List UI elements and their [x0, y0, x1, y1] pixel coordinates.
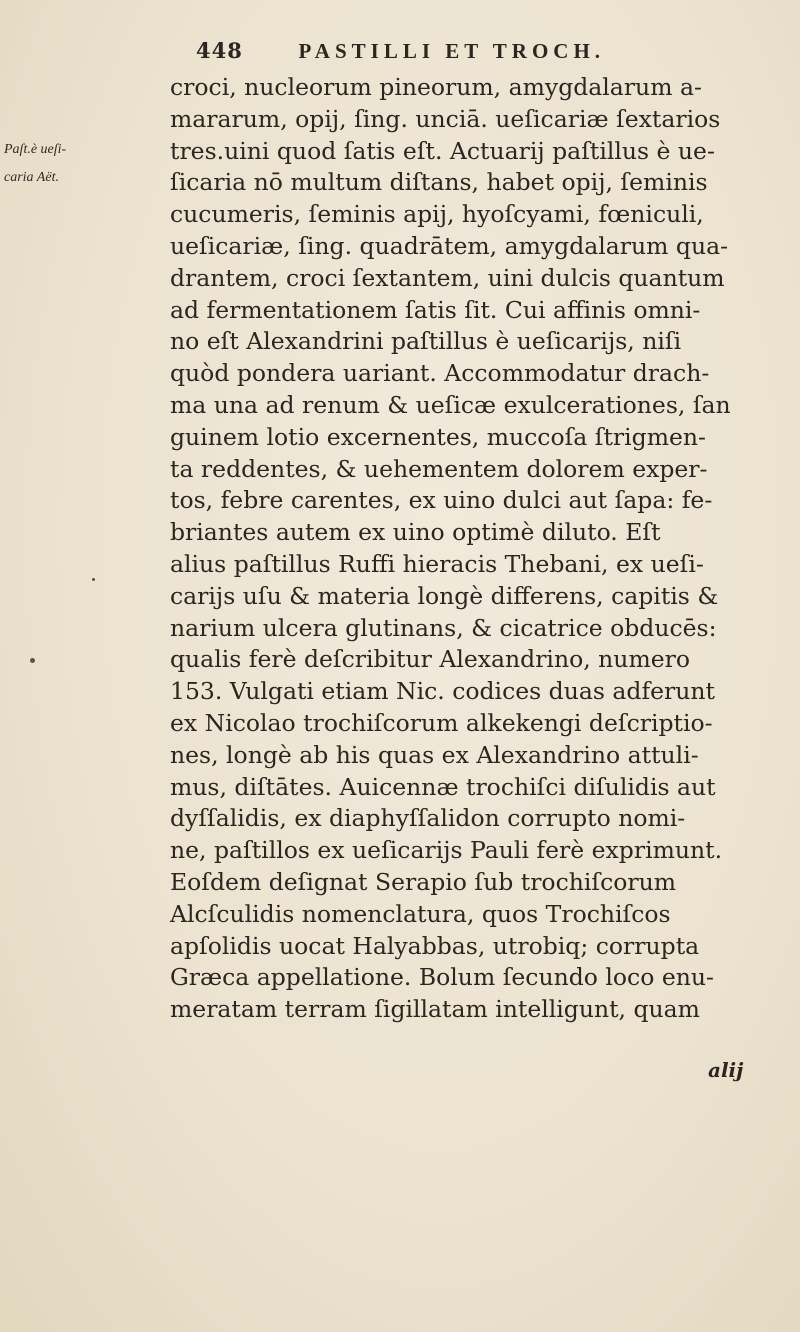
running-head-title: PASTILLI ET TROCH.: [298, 39, 606, 63]
page-number: 448: [196, 38, 243, 63]
text-line: guinem lotio excernentes, muccoſa ſtrigmen-: [170, 422, 706, 451]
text-line: Græca appellatione. Bolum ſecundo loco enu-: [170, 963, 714, 992]
text-line: ad fermentationem ſatis ſit. Cui affinis omni-: [170, 295, 701, 324]
margin-note-line: caria Aët.: [4, 170, 59, 185]
margin-note: [4, 136, 124, 192]
text-line: qualis ferè deſcribitur Alexandrino, numero: [170, 645, 691, 674]
body-text: [170, 72, 770, 1026]
text-line: croci, nucleorum pineorum, amygdalarum a-: [170, 73, 702, 101]
ink-speck: [92, 578, 95, 581]
text-line: narium ulcera glutinans, & cicatrice obducēs:: [170, 613, 717, 642]
text-line: carijs uſu & materia longè differens, capitis &: [170, 581, 719, 610]
text-line: 153. Vulgati etiam Nic. codices duas adferunt: [170, 677, 715, 706]
text-line: Eoſdem deſignat Serapio ſub trochiſcorum: [170, 867, 677, 896]
running-head: [196, 38, 756, 72]
text-line: no eſt Alexandrini paſtillus è ueſicarijs, niſi: [170, 327, 682, 356]
text-line: ma una ad renum & ueſicæ exulcerationes, ſan: [170, 390, 731, 419]
text-line: ne, paſtillos ex ueſicarijs Pauli ferè exprimunt.: [170, 836, 723, 865]
text-line: Alcſculidis nomenclatura, quos Trochiſcos: [170, 899, 671, 928]
catchword: alij: [708, 1058, 744, 1082]
text-line: briantes autem ex uino optimè diluto. Eſt: [170, 518, 661, 547]
text-line: dyſſalidis, ex diaphyſſalidon corrupto nomi-: [170, 804, 686, 833]
text-line: ta reddentes, & uehementem dolorem exper-: [170, 454, 708, 483]
text-line: tres.uini quod ſatis eſt. Actuarij paſtillus è ue-: [170, 136, 715, 165]
text-line: mararum, opij, ſing. unciā. ueſicariæ ſextarios: [170, 104, 721, 133]
text-line: cucumeris, ſeminis apij, hyoſcyami, fœniculi,: [170, 200, 704, 229]
text-line: nes, longè ab his quas ex Alexandrino attuli-: [170, 740, 699, 769]
text-line: alius paſtillus Ruffi hieracis Thebani, ex ueſi-: [170, 549, 704, 578]
text-line: drantem, croci ſextantem, uini dulcis quantum: [170, 263, 725, 292]
ink-speck: [30, 658, 35, 663]
text-line: ſicaria nō multum diſtans, habet opij, ſeminis: [170, 168, 708, 197]
text-line: meratam terram ſigillatam intelligunt, quam: [170, 995, 700, 1024]
text-line: apſolidis uocat Halyabbas, utrobiq; corrupta: [170, 931, 700, 960]
text-line: ex Nicolao trochiſcorum alkekengi deſcriptio-: [170, 708, 713, 737]
text-line: quòd pondera uariant. Accommodatur drach-: [170, 359, 710, 388]
text-line: tos, febre carentes, ex uino dulci aut ſapa: fe-: [170, 486, 713, 515]
text-line: mus, diſtātes. Auicennæ trochiſci diſulidis aut: [170, 772, 716, 801]
text-line: ueſicariæ, ſing. quadrātem, amygdalarum qua-: [170, 231, 729, 260]
margin-note-line: Paſt.è ueſi-: [4, 142, 67, 157]
